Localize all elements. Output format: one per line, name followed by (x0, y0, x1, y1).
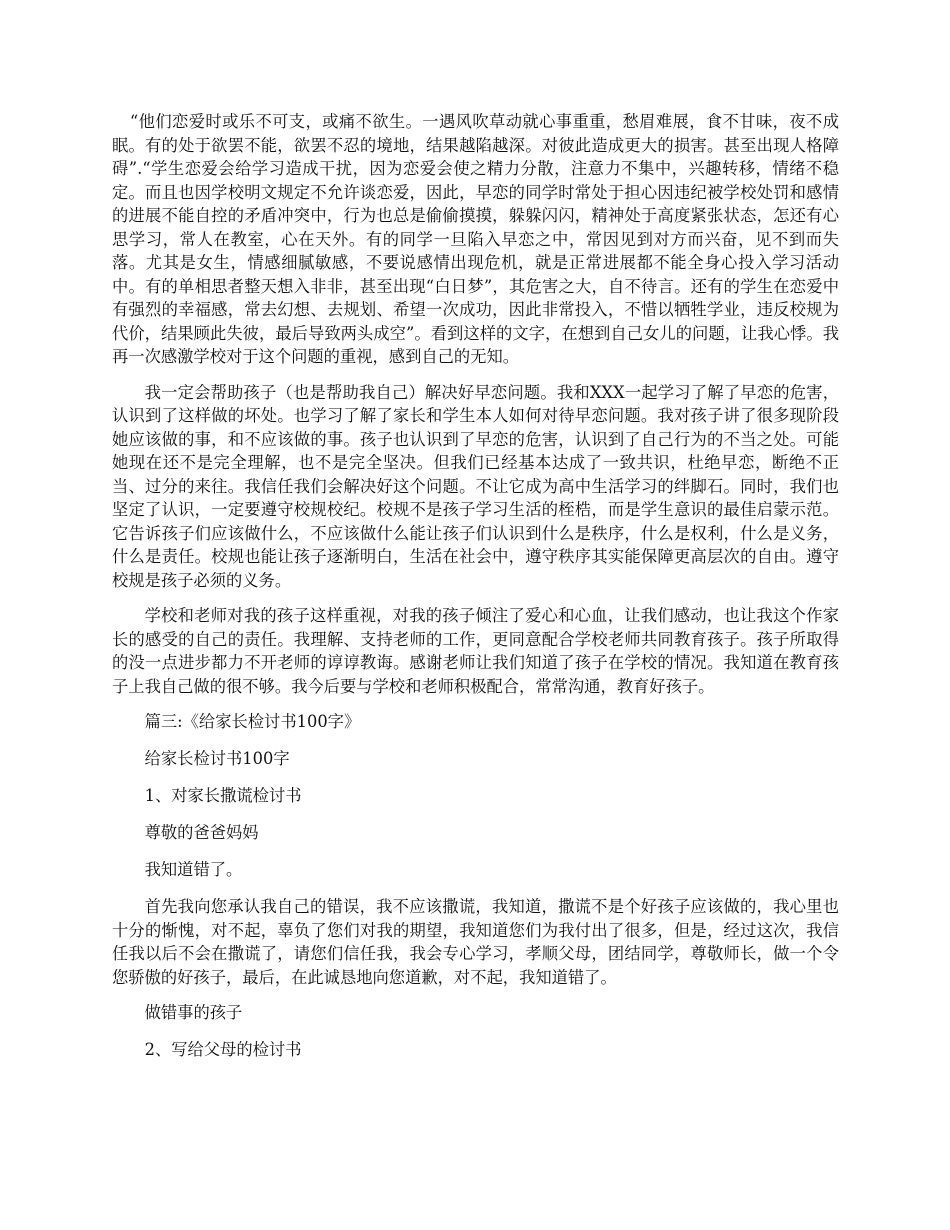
paragraph-help-child: 我一定会帮助孩子（也是帮助我自己）解决好早恋问题。我和XXX一起学习了解了早恋的危害，认识到了这样做的坏处。也学习了解了家长和学生本人如何对待早恋问题。我对孩子讲了很多现阶段她应该做的事，和不应该做的事。孩子也认识到了早恋的危害，认识到了自己行为的不当之处。可能她现在还不是完全理解，也不是完全坚决。但我们已经基本达成了一致共识，杜绝早恋，断绝不正当、过分的来往。我信任我们会解决好这个问题。不让它成为高中生活学习的绊脚石。同时，我们也坚定了认识，一定要遵守校规校纪。校规不是孩子学习生活的桎梏，而是学生意识的最佳启蒙示范。它告诉孩子们应该做什么，不应该做什么能让孩子们认识到什么是秩序，什么是权利，什么是义务，什么是责任。校规也能让孩子逐渐明白，生活在社会中，遵守秩序其实能保障更高层次的自由。遵守校规是孩子必须的义务。 (112, 382, 839, 590)
section-title: 给家长检讨书100字 (144, 749, 290, 768)
signature-line: 做错事的孩子 (144, 1003, 243, 1022)
salutation: 尊敬的爸爸妈妈 (144, 823, 259, 842)
section-heading: 篇三:《给家长检讨书100字》 (144, 712, 361, 731)
item-heading-1: 1、对家长撒谎检讨书 (144, 786, 302, 805)
item-heading-2: 2、写给父母的检讨书 (144, 1040, 302, 1059)
document-body (112, 110, 839, 1075)
opening-line: 我知道错了。 (144, 860, 243, 879)
paragraph-thanks-teachers: 学校和老师对我的孩子这样重视，对我的孩子倾注了爱心和心血，让我们感动，也让我这个作家长的感受的自己的责任。我理解、支持老师的工作，更同意配合学校老师共同教育孩子。孩子所取得的没一点进步都力不开老师的谆谆教诲。感谢老师让我们知道了孩子在学校的情况。我知道在教育孩子上我自己做的很不够。我今后要与学校和老师积极配合，常常沟通，教育好孩子。 (112, 606, 839, 696)
paragraph-quote: “他们恋爱时或乐不可支，或痛不欲生。一遇风吹草动就心事重重，愁眉难展，食不甘味，夜不成眠。有的处于欲罢不能，欲罢不忍的境地，结果越陷越深。对彼此造成更大的损害。甚至出现人格障碍”.“学生恋爱会给学习造成干扰，因为恋爱会使之精力分散，注意力不集中，兴趣转移，情绪不稳定。而且也因学校明文规定不允许谈恋爱，因此，早恋的同学时常处于担心因违纪被学校处罚和感情的进展不能自控的矛盾冲突中，行为也总是偷偷摸摸，躲躲闪闪，精神处于高度紧张状态，怎还有心思学习，常人在教室，心在天外。有的同学一旦陷入早恋之中，常因见到对方而兴奋，见不到而失落。尤其是女生，情感细腻敏感，不要说感情出现危机，就是正常进展都不能全身心投入学习活动中。有的单相思者整天想入非非，甚至出现“白日梦”，其危害之大，自不待言。还有的学生在恋爱中有强烈的幸福感，常去幻想、去规划、希望一次成功，因此非常投入，不惜以牺牲学业，违反校规为代价，结果顾此失彼，最后导致两头成空”。看到这样的文字，在想到自己女儿的问题，让我心悸。我再一次感激学校对于这个问题的重视，感到自己的无知。 (112, 112, 839, 366)
paragraph-apology: 首先我向您承认我自己的错误，我不应该撒谎，我知道，撒谎不是个好孩子应该做的，我心里也十分的惭愧，对不起，辜负了您们对我的期望，我知道您们为我付出了很多，但是，经过这次，我信任我以后不会在撒谎了，请您们信任我，我会专心学习，孝顺父母，团结同学，尊敬师长，做一个令您骄傲的好孩子，最后，在此诚恳地向您道歉，对不起，我知道错了。 (112, 897, 839, 987)
